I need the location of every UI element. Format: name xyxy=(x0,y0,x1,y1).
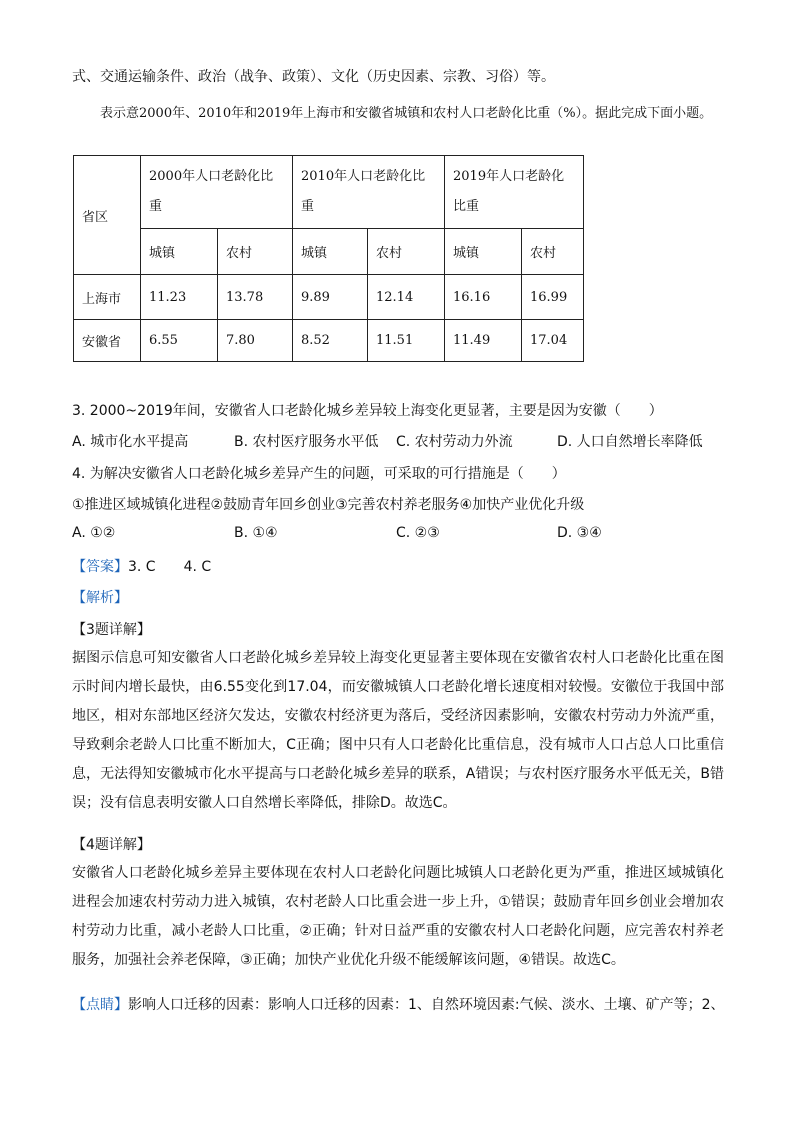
answer-text: 3. C 4. C xyxy=(128,559,212,575)
sub-header-rural: 农村 xyxy=(218,229,293,275)
table-cell: 16.99 xyxy=(522,275,584,320)
question-4-options xyxy=(72,525,732,541)
table-cell: 13.78 xyxy=(218,275,293,320)
table-row xyxy=(74,275,584,320)
table-cell: 9.89 xyxy=(293,275,368,320)
province-header: 省区 xyxy=(74,156,141,275)
option-a: A. 城市化水平提高 xyxy=(72,434,189,450)
sub-header-urban: 城镇 xyxy=(445,229,522,275)
option-c: C. 农村劳动力外流 xyxy=(396,434,513,450)
option-d: D. 人口自然增长率降低 xyxy=(557,434,703,450)
row-name: 安徽省 xyxy=(74,320,141,362)
tip-text: 影响人口迁移的因素：影响人口迁移的因素：1、自然环境因素:气候、淡水、土壤、矿产等；2、 xyxy=(128,997,725,1013)
option-c: C. ②③ xyxy=(396,525,440,541)
aging-ratio-table xyxy=(73,155,584,362)
answer-line xyxy=(72,556,211,576)
option-b: B. ①④ xyxy=(234,525,278,541)
question-3-options xyxy=(72,431,732,451)
detail-4-label: 【4题详解】 xyxy=(72,837,151,853)
option-b: B. 农村医疗服务水平低 xyxy=(234,434,379,450)
option-a: A. ①② xyxy=(72,525,116,541)
table-cell: 11.23 xyxy=(141,275,218,320)
year-header-2019: 2019年人口老龄化比重 xyxy=(445,156,584,229)
table-cell: 17.04 xyxy=(522,320,584,362)
tip-line xyxy=(72,994,725,1014)
table-caption: 表示意2000年、2010年和2019年上海市和安徽省城镇和农村人口老龄化比重（%）。据此完成下面小题。 xyxy=(100,106,713,121)
intro-line: 式、交通运输条件、政治（战争、政策）、文化（历史因素、宗教、习俗）等。 xyxy=(72,69,555,85)
table-cell: 16.16 xyxy=(445,275,522,320)
table-cell: 7.80 xyxy=(218,320,293,362)
detail-4-text: 安徽省人口老龄化城乡差异主要体现在农村人口老龄化问题比城镇人口老龄化更为严重，推进区域城镇化进程会加速农村劳动力进入城镇，农村老龄人口比重会进一步上升，①错误；鼓励青年回乡创业会增加农村劳动力比重，减小老龄人口比重，②正确；针对日益严重的安徽农村人口老龄化问题，应完善农村养老服务，加强社会养老保障，③正确；加快产业优化升级不能缓解该问题，④错误。故选C。 xyxy=(72,865,724,968)
year-header-2010: 2010年人口老龄化比重 xyxy=(293,156,445,229)
table-cell: 11.49 xyxy=(445,320,522,362)
table-cell: 6.55 xyxy=(141,320,218,362)
tip-label: 【点睛】 xyxy=(72,997,128,1013)
sub-header-urban: 城镇 xyxy=(293,229,368,275)
table-row xyxy=(74,320,584,362)
question-4-stem: 4. 为解决安徽省人口老龄化城乡差异产生的问题，可采取的可行措施是（ ） xyxy=(72,466,566,482)
question-4-statements: ①推进区域城镇化进程②鼓励青年回乡创业③完善农村养老服务④加快产业优化升级 xyxy=(72,497,585,513)
detail-3-label: 【3题详解】 xyxy=(72,622,151,638)
table-cell: 11.51 xyxy=(368,320,445,362)
analysis-label: 【解析】 xyxy=(72,590,128,606)
option-d: D. ③④ xyxy=(557,525,602,541)
sub-header-rural: 农村 xyxy=(368,229,445,275)
detail-3-text: 据图示信息可知安徽省人口老龄化城乡差异较上海变化更显著主要体现在安徽省农村人口老龄化比重在图示时间内增长最快，由6.55变化到17.04，而安徽城镇人口老龄化增长速度相对较慢。安徽位于我国中部地区，相对东部地区经济欠发达，安徽农村经济更为落后，受经济因素影响，安徽农村劳动力外流严重，导致剩余老龄人口比重不断加大，C正确；图中只有人口老龄化比重信息，没有城市人口占总人口比重信息，无法得知安徽城市化水平提高与口老龄化城乡差异的联系，A错误；与农村医疗服务水平低无关，B错误；没有信息表明安徽人口自然增长率降低，排除D。故选C。 xyxy=(72,650,724,811)
sub-header-rural: 农村 xyxy=(522,229,584,275)
answer-label: 【答案】 xyxy=(72,559,128,575)
year-header-2000: 2000年人口老龄化比重 xyxy=(141,156,293,229)
table-cell: 8.52 xyxy=(293,320,368,362)
sub-header-urban: 城镇 xyxy=(141,229,218,275)
row-name: 上海市 xyxy=(74,275,141,320)
question-3-stem: 3. 2000~2019年间，安徽省人口老龄化城乡差异较上海变化更显著，主要是因为安徽（ ） xyxy=(72,403,663,419)
table-cell: 12.14 xyxy=(368,275,445,320)
